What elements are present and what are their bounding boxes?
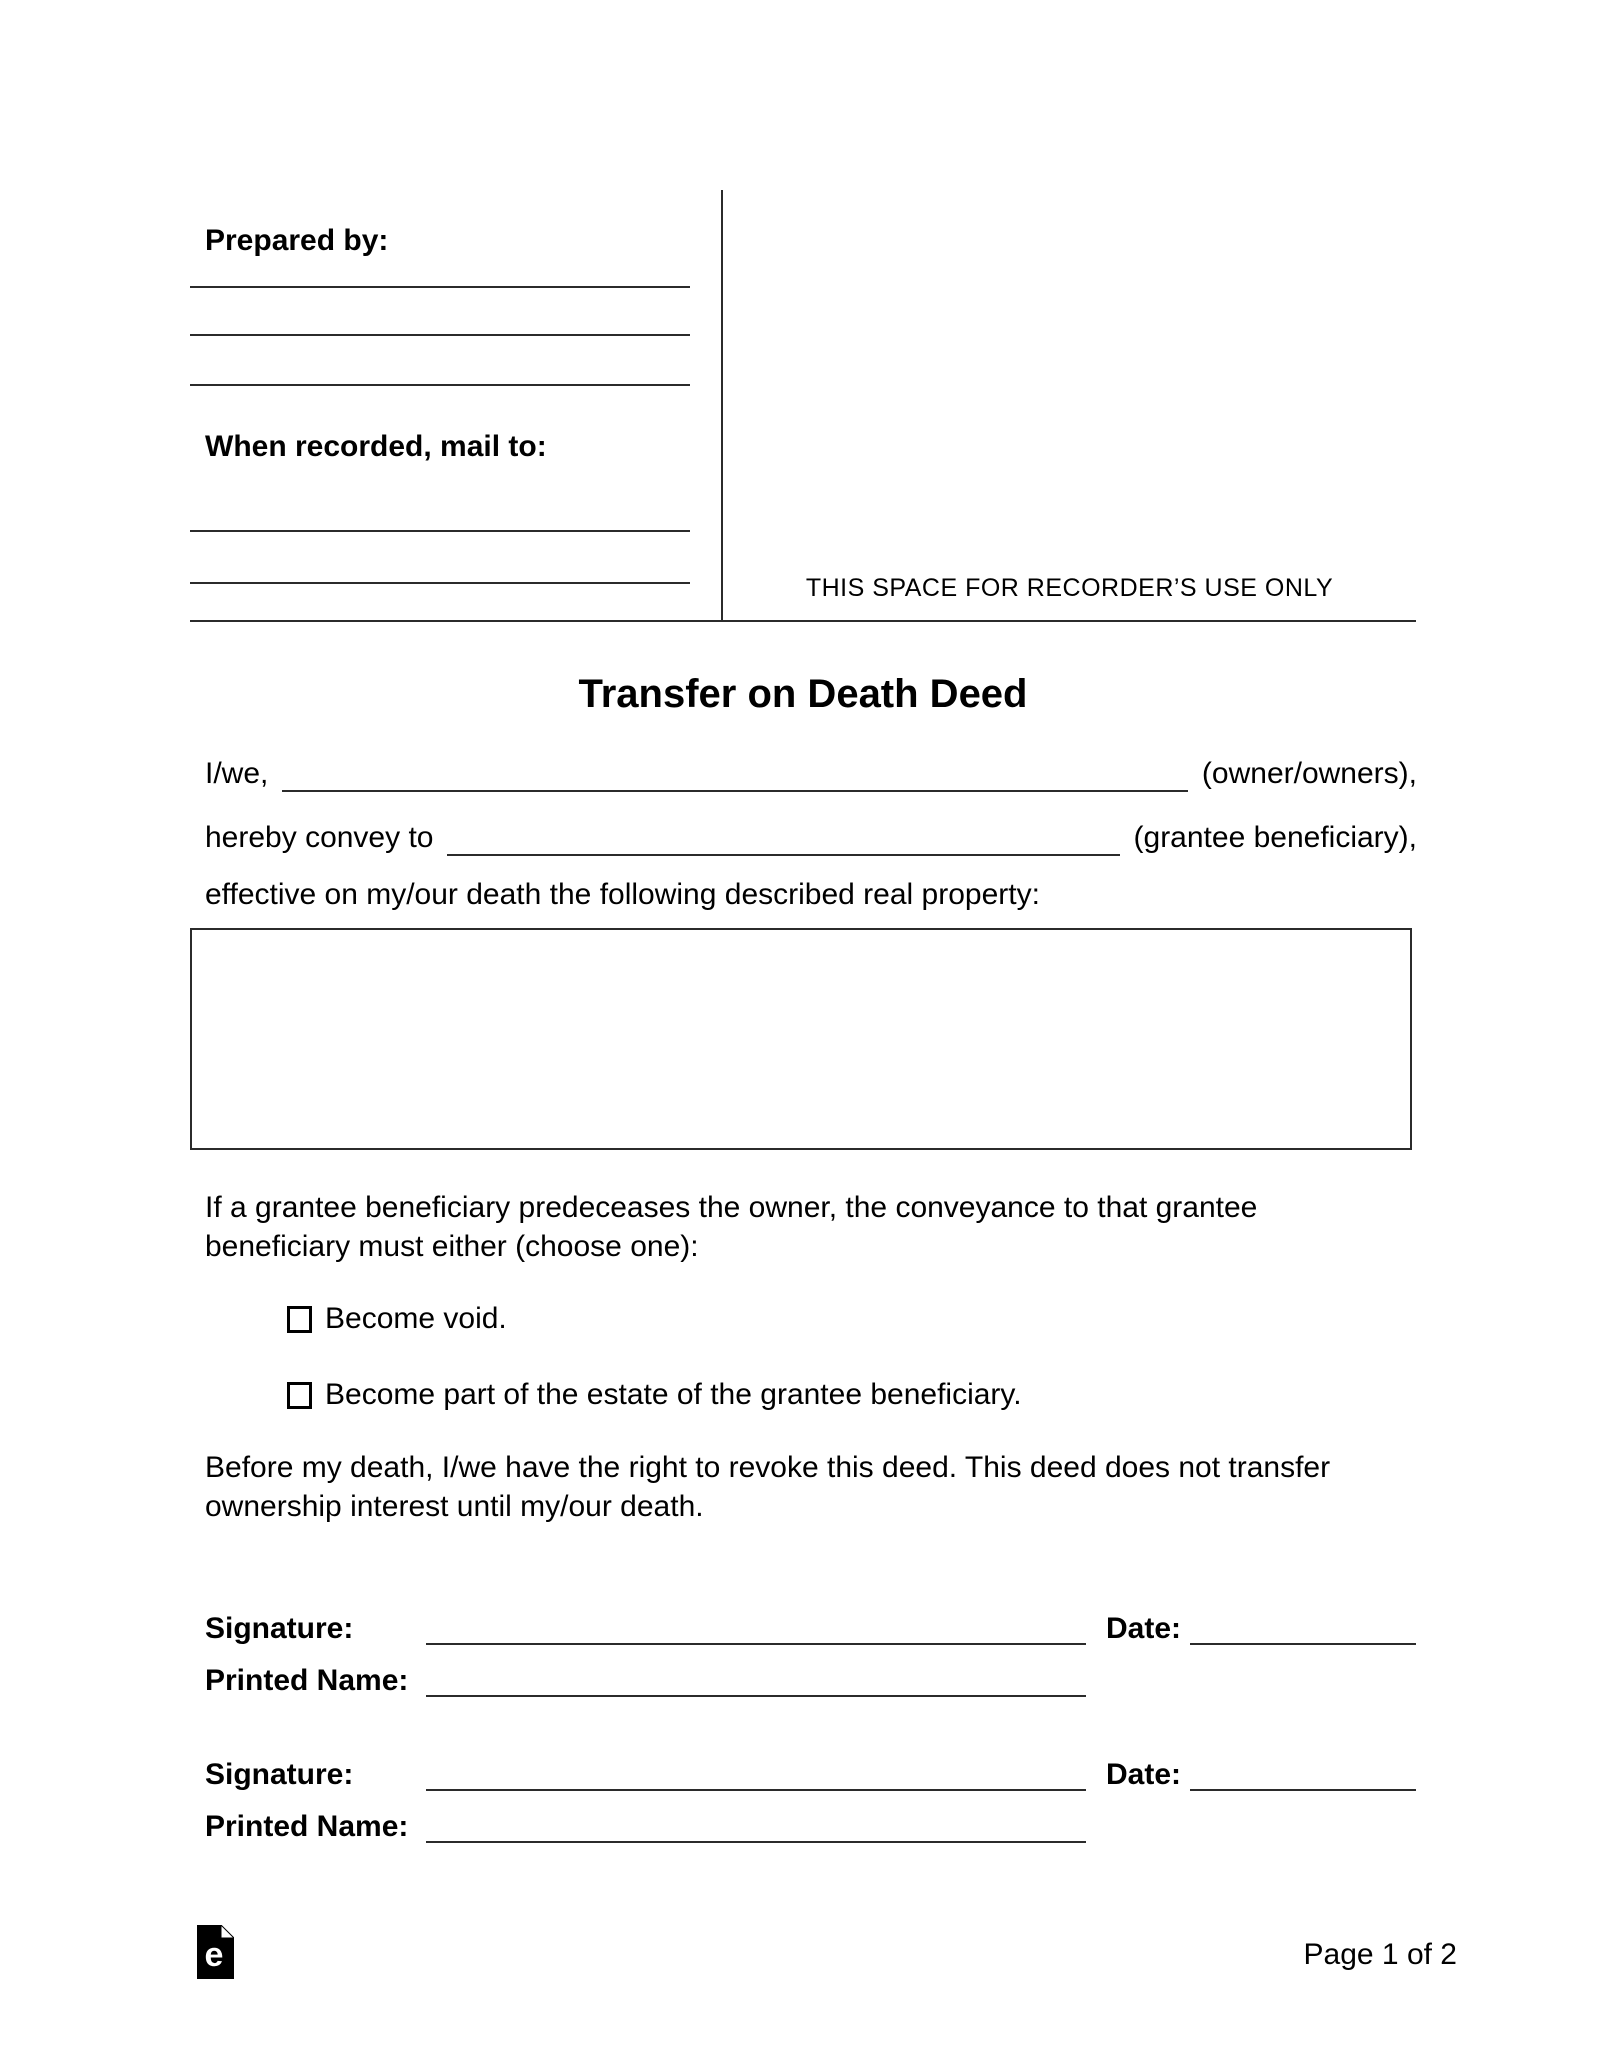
recorder-section-bottom-rule (190, 620, 1416, 622)
mail-to-line-1[interactable] (190, 530, 690, 532)
effective-text: effective on my/our death the following described real property: (205, 878, 1040, 911)
printed-name-label-2: Printed Name: (205, 1810, 409, 1843)
option-void-checkbox[interactable] (287, 1306, 312, 1333)
revocation-text: Before my death, I/we have the right to revoke this deed. This deed does not transfer ownership interest until my/our death. (205, 1451, 1331, 1523)
printed-name-label-1: Printed Name: (205, 1664, 409, 1697)
grantee-row (205, 820, 1417, 856)
prepared-by-label: Prepared by: (205, 224, 389, 257)
owners-name-line[interactable] (282, 758, 1188, 792)
date-line-2[interactable] (1190, 1763, 1416, 1791)
date-label-1: Date: (1106, 1612, 1182, 1645)
option-void-label: Become void. (325, 1302, 507, 1335)
owners-prefix: I/we, (205, 757, 269, 790)
prepared-by-line-2[interactable] (190, 334, 690, 336)
grantee-name-line[interactable] (447, 822, 1119, 856)
owners-suffix: (owner/owners), (1201, 757, 1417, 790)
signature-line-1[interactable] (426, 1617, 1086, 1645)
document-icon (197, 1925, 234, 1979)
logo-letter: e (204, 1936, 224, 1974)
grantee-prefix: hereby convey to (205, 821, 434, 854)
mail-to-line-2[interactable] (190, 582, 690, 584)
date-label-2: Date: (1106, 1758, 1182, 1791)
recorder-section-divider (721, 190, 723, 620)
predecease-intro: If a grantee beneficiary predeceases the owner, the conveyance to that grantee beneficiary must either (choose one): (205, 1191, 1258, 1263)
date-line-1[interactable] (1190, 1617, 1416, 1645)
option-estate-checkbox[interactable] (287, 1382, 312, 1409)
signature-label-1: Signature: (205, 1612, 354, 1645)
printed-name-line-1[interactable] (426, 1669, 1086, 1697)
grantee-suffix: (grantee beneficiary), (1133, 821, 1417, 854)
printed-name-line-2[interactable] (426, 1815, 1086, 1843)
prepared-by-line-1[interactable] (190, 286, 690, 288)
eforms-logo (197, 1925, 234, 1979)
page-number: Page 1 of 2 (1303, 1938, 1457, 1971)
option-void-row (287, 1302, 507, 1336)
signature-label-2: Signature: (205, 1758, 354, 1791)
option-estate-row (287, 1378, 1022, 1412)
page-title: Transfer on Death Deed (578, 672, 1028, 716)
recorder-note: THIS SPACE FOR RECORDER’S USE ONLY (805, 574, 1334, 602)
owners-row (205, 756, 1417, 792)
signature-line-2[interactable] (426, 1763, 1086, 1791)
property-description-box[interactable] (190, 928, 1412, 1150)
option-estate-label: Become part of the estate of the grantee beneficiary. (325, 1378, 1022, 1411)
mail-to-label: When recorded, mail to: (205, 430, 547, 463)
prepared-by-line-3[interactable] (190, 384, 690, 386)
